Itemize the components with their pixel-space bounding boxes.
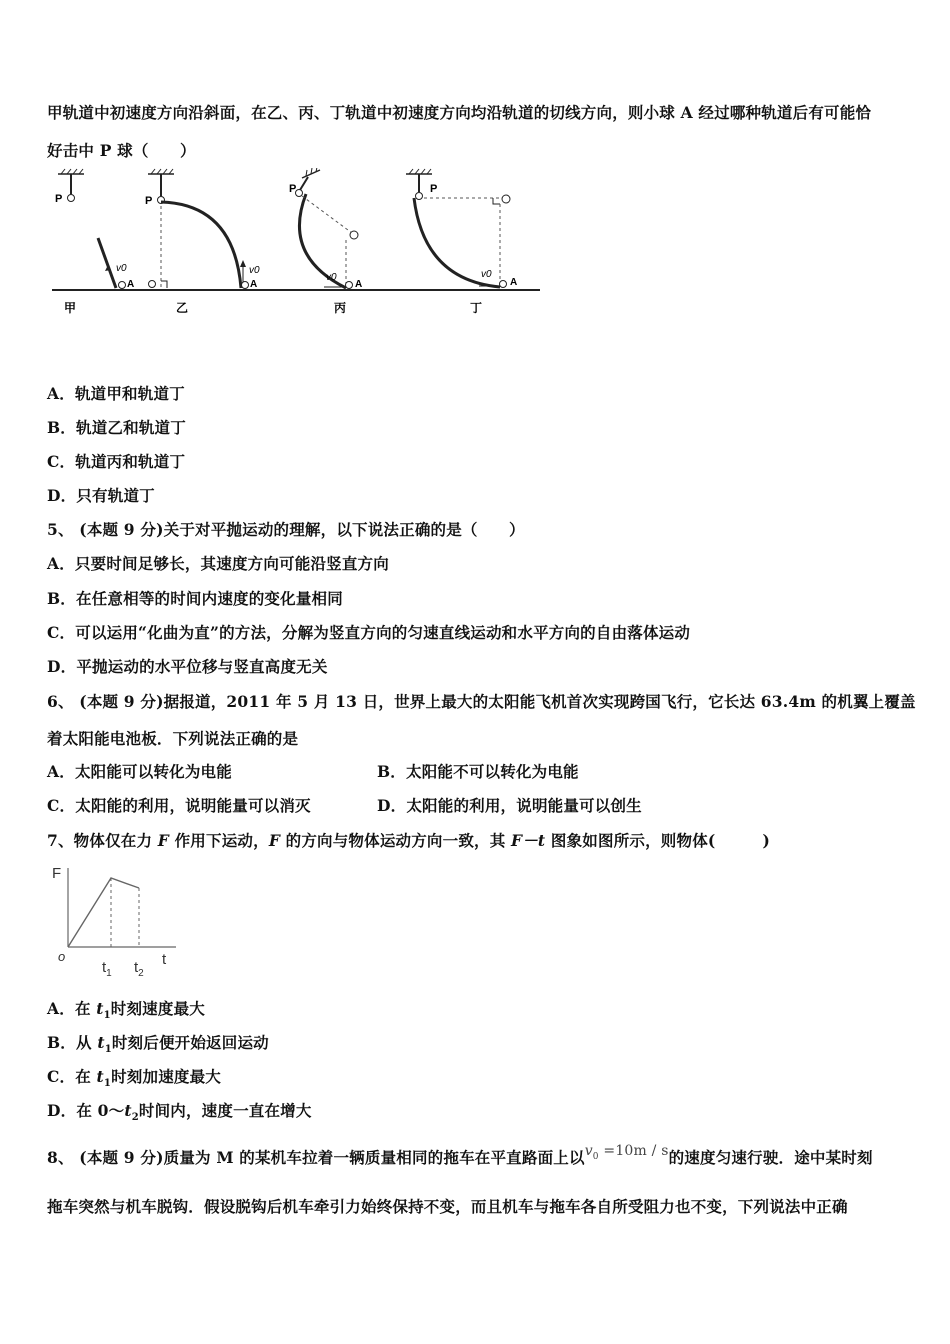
tick-label-t2: $t_2$ (134, 959, 144, 979)
q4-option-c[interactable] (47, 450, 185, 472)
p-label-ding: P (430, 183, 438, 195)
option-text: 在 (74, 999, 97, 1018)
q5-option-c[interactable] (47, 621, 690, 643)
var-f: F (157, 831, 170, 850)
formula-var: v (584, 1143, 593, 1159)
option-key: B． (47, 1033, 77, 1052)
q7-option-d[interactable] (47, 1099, 312, 1123)
track-name-ding: 丁 (470, 301, 483, 315)
option-key: D． (47, 657, 77, 676)
var-ft: F－t (511, 831, 546, 850)
axis-label-t: t (162, 951, 167, 968)
stem-text: 的速度匀速行驶．途中某时刻 (668, 1148, 873, 1167)
q6-option-d[interactable] (377, 794, 642, 816)
q6-stem-line2: 着太阳能电池板．下列说法正确的是 (47, 729, 299, 748)
q4-option-a[interactable] (47, 382, 185, 404)
q6-option-b[interactable] (377, 760, 579, 782)
option-text: 时刻速度最大 (110, 999, 205, 1018)
q8-stem-line2: 拖车突然与机车脱钩．假设脱钩后机车牵引力始终保持不变，而且机车与拖车各自所受阻力也不变，下列说法中正确 (47, 1197, 848, 1216)
var-f: F (268, 831, 281, 850)
q7-option-c[interactable] (47, 1065, 221, 1089)
option-text: 只有轨道丁 (76, 486, 155, 505)
option-key: B． (47, 418, 77, 437)
option-text: 轨道乙和轨道丁 (76, 418, 186, 437)
var-sub: 2 (131, 1112, 139, 1124)
option-key: C． (47, 452, 76, 471)
option-key: A． (47, 999, 75, 1018)
track-name-bing: 丙 (334, 301, 347, 315)
v0-label-jia: v0 (116, 263, 127, 274)
option-text: 在 (75, 1067, 97, 1086)
option-text: 只要时间足够长，其速度方向可能沿竖直方向 (74, 554, 389, 573)
f-t-graph (48, 860, 188, 985)
option-key: D． (377, 796, 407, 815)
option-text: 时刻加速度最大 (111, 1067, 221, 1086)
track-yi (145, 169, 260, 315)
var-t: t (96, 1067, 104, 1086)
q5-option-b[interactable] (47, 587, 343, 609)
option-text: 时间内，速度一直在增大 (138, 1101, 312, 1120)
q4-stem-line1: 甲轨道中初速度方向沿斜面，在乙、丙、丁轨道中初速度方向均沿轨道的切线方向，则小球 A 经过哪种轨道后有可能恰 (47, 103, 872, 122)
velocity-formula (584, 1143, 669, 1162)
p-label-jia: P (55, 193, 63, 205)
option-text: 可以运用“化曲为直”的方法，分解为竖直方向的匀速直线运动和水平方向的自由落体运动 (75, 623, 691, 642)
q7-option-a[interactable] (47, 997, 205, 1021)
option-key: A． (47, 762, 75, 781)
track-name-jia: 甲 (64, 301, 77, 315)
q4-option-d[interactable] (47, 484, 155, 506)
option-text: 时刻后便开始返回运动 (111, 1033, 269, 1052)
q6-option-c[interactable] (47, 794, 311, 816)
option-text: 从 (76, 1033, 98, 1052)
option-key: B． (47, 589, 77, 608)
formula-rest: =10m / s (598, 1143, 669, 1159)
option-text: 在任意相等的时间内速度的变化量相同 (76, 589, 343, 608)
var-sub: 1 (104, 1044, 112, 1056)
var-t: t (96, 999, 104, 1018)
v0-label-yi: v0 (249, 265, 260, 276)
var-t: t (124, 1101, 132, 1120)
var-sub: 1 (103, 1078, 112, 1090)
option-key: A． (47, 554, 75, 573)
option-text: 太阳能不可以转化为电能 (406, 762, 579, 781)
option-text: 平抛运动的水平位移与竖直高度无关 (76, 657, 328, 676)
option-text: 在 0～ (76, 1101, 125, 1120)
v0-label-ding: v0 (481, 269, 492, 280)
stem-text: 的方向与物体运动方向一致，其 (280, 831, 512, 850)
track-jia (55, 169, 134, 315)
track-ding (406, 169, 517, 315)
q5-option-d[interactable] (47, 655, 328, 677)
option-text: 太阳能的利用，说明能量可以消灭 (75, 796, 311, 815)
q6-stem-line1: 6、 (本题 9 分)据报道，2011 年 5 月 13 日，世界上最大的太阳能飞机首次实现跨国飞行，它长达 63.4m 的机翼上覆盖 (47, 692, 916, 711)
track-bing (289, 168, 362, 315)
p-label-bing: P (289, 183, 297, 195)
option-key: C． (47, 1067, 76, 1086)
option-text: 轨道甲和轨道丁 (74, 384, 185, 403)
option-text: 轨道丙和轨道丁 (75, 452, 186, 471)
option-text: 太阳能可以转化为电能 (74, 762, 232, 781)
option-key: D． (47, 486, 77, 505)
option-key: A． (47, 384, 75, 403)
a-label-ding: A (510, 277, 518, 288)
f-curve (68, 878, 139, 947)
q7-option-b[interactable] (47, 1031, 269, 1055)
a-label-jia: A (127, 279, 135, 290)
a-label-yi: A (250, 279, 258, 290)
option-key: C． (47, 623, 76, 642)
option-key: D． (47, 1101, 77, 1120)
stem-text: 7、物体仅在力 (47, 831, 158, 850)
var-sub: 1 (103, 1010, 111, 1022)
stem-text: 8、 (本题 9 分)质量为 M 的某机车拉着一辆质量相同的拖车在平直路面上以 (47, 1148, 585, 1167)
track-name-yi: 乙 (176, 301, 189, 315)
track-figure (44, 168, 544, 323)
q4-stem-line2: 好击中 P 球（ ） (47, 141, 196, 160)
tick-label-t1: $t_1$ (102, 959, 112, 979)
q4-option-b[interactable] (47, 416, 186, 438)
q8-stem-line1 (47, 1143, 873, 1170)
a-label-bing: A (355, 279, 363, 290)
q5-option-a[interactable] (47, 552, 389, 574)
p-label-yi: P (145, 195, 153, 207)
var-t: t (97, 1033, 105, 1052)
option-key: B． (377, 762, 407, 781)
q6-option-a[interactable] (47, 760, 232, 782)
stem-text: 图象如图所示，则物体( ) (545, 831, 771, 850)
axis-label-f: F (52, 865, 62, 882)
q7-stem (47, 829, 770, 851)
origin-label: o (58, 949, 66, 964)
option-key: C． (47, 796, 76, 815)
option-text: 太阳能的利用，说明能量可以创生 (406, 796, 642, 815)
q5-stem: 5、 (本题 9 分)关于对平抛运动的理解，以下说法正确的是（ ） (47, 520, 525, 539)
formula-sub: 0 (592, 1151, 599, 1162)
v0-label-bing: v0 (326, 272, 337, 283)
stem-text: 作用下运动， (169, 831, 269, 850)
